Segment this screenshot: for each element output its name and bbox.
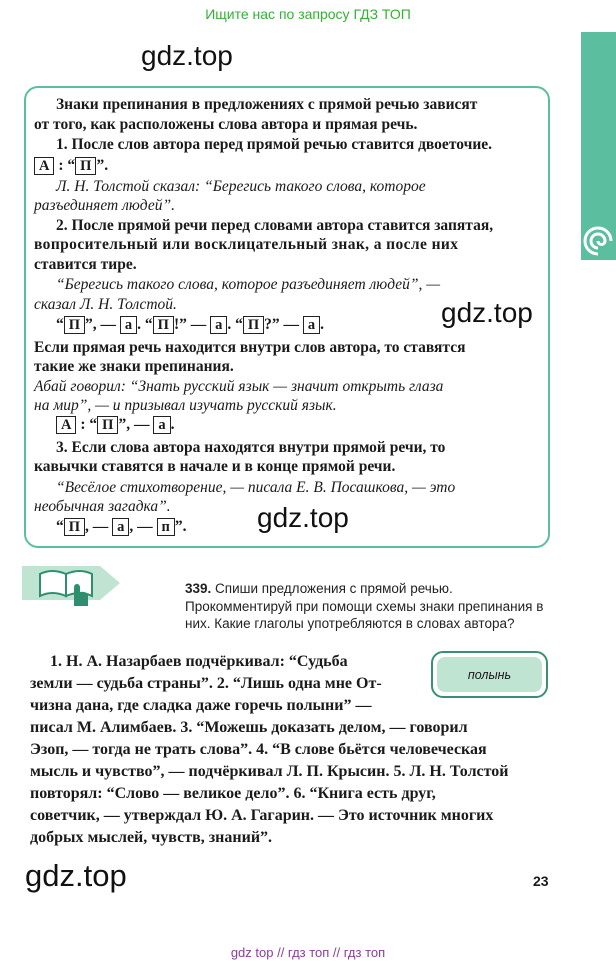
exercise-line: советчик, — утверждал Ю. А. Гагарин. — Это источник многих [30, 807, 494, 824]
scheme-1: А : “ П ”. [34, 156, 108, 176]
scheme-box-author: А [56, 416, 76, 434]
watermark: gdz.top [441, 297, 533, 328]
watermark: gdz.top [141, 40, 233, 71]
watermark: gdz.top [25, 858, 127, 893]
scheme-2: “ П ”, — а . “ П !” — а . “ П ?” — а . [56, 316, 325, 333]
scheme-box-speech: п [157, 518, 175, 536]
rule-3: 3. Если слова автора находятся внутри прямой речи, то [56, 439, 446, 456]
exercise-line: Эзоп, — тогда не трать слова”. 4. “В слове бьётся человеческая [30, 741, 487, 758]
rule-2: ставится тире. [34, 256, 137, 273]
task-number: 339. [185, 581, 212, 596]
scheme-box-speech: П [97, 416, 118, 434]
task-text: Спиши предложения с прямой речью. Прокомментируй при помощи схемы знаки препинания в них. Какие глаголы употребляются в словах автора? [185, 581, 544, 631]
exercise-line: земли — судьба страны”. 2. “Лишь одна мне От- [30, 675, 382, 692]
rule-2-note: Если прямая речь находится внутри слов автора, то ставятся [34, 339, 466, 356]
scheme-box-author: а [210, 316, 227, 334]
rule-2: вопросительный или восклицательный знак, а после них [34, 236, 459, 253]
exercise-line: чизна дана, где сладка даже горечь полыни” — [30, 697, 372, 714]
rule-1: 1. После слов автора перед прямой речью ставится двоеточие. [56, 136, 492, 153]
task-heading [185, 580, 555, 633]
rule-text: от того, как расположены слова автора и прямая речь. [34, 116, 418, 133]
scheme-box-author: а [153, 416, 170, 434]
example-4: необычная загадка”. [34, 498, 171, 515]
watermark: gdz.top [257, 502, 349, 533]
exercise-line: мысль и чувство”, — подчёркивал Л. П. Крысин. 5. Л. Н. Толстой [30, 763, 509, 780]
book-hand-icon [22, 562, 122, 608]
example-1: разъединяет людей”. [34, 197, 175, 214]
exercise-line: добрых мыслей, чувств, знаний”. [30, 829, 273, 846]
example-2: “Берегись такого слова, которое разъединяет людей”, — [56, 276, 441, 293]
search-banner[interactable]: Ищите нас по запросу ГДЗ ТОП [205, 6, 411, 22]
scheme-box-speech: П [153, 316, 174, 334]
footer-links[interactable]: gdz top // гдз топ // гдз топ [230, 945, 386, 960]
rule-3: кавычки ставятся в начале и в конце прямой речи. [34, 458, 396, 475]
scheme-box-author: а [303, 316, 320, 334]
vocabulary-word: полынь [437, 657, 542, 692]
scheme-box-speech: П [64, 316, 85, 334]
exercise-line: писал М. Алимбаев. 3. “Можешь доказать делом, — говорил [30, 719, 468, 736]
rule-text: Знаки препинания в предложениях с прямой речью зависят [56, 96, 478, 113]
rule-2-note: такие же знаки препинания. [34, 358, 234, 375]
rule-2: 2. После прямой речи перед словами автора ставится запятая, [56, 217, 494, 234]
scheme-box-speech: П [75, 157, 96, 175]
exercise-line: 1. Н. А. Назарбаев подчёркивал: “Судьба [50, 653, 348, 670]
scheme-box-speech: П [243, 316, 264, 334]
scheme-box-author: а [120, 316, 137, 334]
scheme-box-author: а [112, 518, 129, 536]
scheme-box-speech: П [64, 518, 85, 536]
page-number: 23 [533, 873, 549, 889]
vocabulary-word-badge [431, 651, 548, 698]
example-4: “Весёлое стихотворение, — писала Е. В. Посашкова, — это [56, 479, 456, 496]
example-2: сказал Л. Н. Толстой. [34, 296, 177, 313]
spiral-ornament-icon [583, 226, 613, 256]
exercise-line: повторял: “Слово — великое дело”. 6. “Книга есть друг, [30, 785, 436, 802]
example-1: Л. Н. Толстой сказал: “Берегись такого слова, которое [56, 178, 426, 195]
scheme-box-author: А [34, 157, 54, 175]
scheme-3: А : “ П ”, — а . [56, 415, 174, 435]
scheme-4: “ П , — а , — п ”. [56, 518, 187, 535]
example-3: Абай говорил: “Знать русский язык — значит открыть глаза [34, 378, 444, 395]
example-3: на мир”, — и призывал изучать русский язык. [34, 397, 337, 414]
